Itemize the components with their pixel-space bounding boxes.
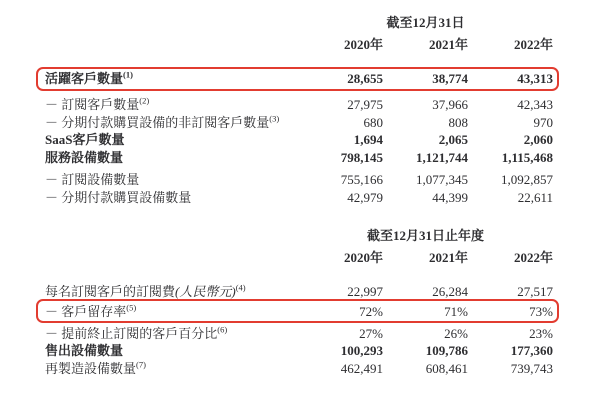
row-installment-non-subscription-customers xyxy=(45,114,553,132)
value-2021: 38,774 xyxy=(432,71,468,86)
year-header-2020: 2020年 xyxy=(343,250,383,265)
value-2020: 680 xyxy=(363,114,383,130)
label-text: － 提前終止訂閱的客戶百分比 xyxy=(45,325,218,341)
value-2022: 177,360 xyxy=(510,343,553,358)
value-2021: 44,399 xyxy=(432,189,468,205)
row-label xyxy=(45,96,298,114)
year-header-2022: 2022年 xyxy=(513,37,553,52)
table2-period-row xyxy=(45,227,553,245)
subscription-metrics-table xyxy=(45,227,553,377)
row-label xyxy=(45,131,298,149)
footnote-marker: (6) xyxy=(217,324,228,335)
row-installment-purchase-equipment xyxy=(45,189,553,207)
label-text: － 客戶留存率 xyxy=(45,303,127,319)
value-2021: 109,786 xyxy=(425,343,468,358)
value-2022: 42,343 xyxy=(517,97,553,112)
label-text-italic: (人民幣元) xyxy=(175,284,236,299)
row-label xyxy=(45,325,298,343)
table1-year-header-row xyxy=(45,36,553,54)
row-label xyxy=(45,303,298,321)
value-2022: 43,313 xyxy=(517,71,553,86)
footnote-marker: (3) xyxy=(269,113,280,124)
row-label xyxy=(45,342,298,360)
value-2020: 27% xyxy=(359,325,383,341)
label-text: 每名訂閱客戶的訂閱費 xyxy=(45,284,176,299)
value-2020: 27,975 xyxy=(347,97,383,112)
value-2020: 72% xyxy=(359,303,383,319)
row-subscription-fee-per-customer xyxy=(45,283,553,301)
footnote-marker: (7) xyxy=(136,359,146,370)
value-2022: 2,060 xyxy=(523,132,553,147)
value-2020: 755,166 xyxy=(340,172,383,187)
label-text: － 訂閱設備數量 xyxy=(45,172,140,187)
label-text: － 分期付款購買設備的非訂閱客戶數量 xyxy=(45,114,270,130)
row-label xyxy=(45,149,298,167)
row-subscription-customers xyxy=(45,96,553,114)
row-equipment-sold xyxy=(45,342,553,360)
value-2022: 1,092,857 xyxy=(501,172,553,187)
value-2021: 1,121,744 xyxy=(416,149,468,165)
value-2021: 71% xyxy=(444,303,468,319)
value-2021: 608,461 xyxy=(425,360,468,376)
value-2021: 37,966 xyxy=(432,97,468,112)
row-customer-retention-rate xyxy=(45,303,553,321)
value-2022: 739,743 xyxy=(510,360,553,376)
value-2021: 2,065 xyxy=(438,132,468,147)
label-text: 活躍客戶數量 xyxy=(45,71,124,86)
row-subscription-equipment xyxy=(45,171,553,189)
value-2022: 1,115,468 xyxy=(501,149,553,165)
customer-metrics-table xyxy=(45,14,553,206)
value-2020: 42,979 xyxy=(347,189,383,205)
footnote-marker: (5) xyxy=(126,302,137,313)
row-early-termination-percentage xyxy=(45,325,553,343)
year-header-2020: 2020年 xyxy=(343,37,383,52)
year-header-2022: 2022年 xyxy=(513,250,553,265)
row-service-equipment xyxy=(45,149,553,167)
row-label xyxy=(45,171,298,189)
year-header-2021: 2021年 xyxy=(428,37,468,52)
label-text: － 分期付款購買設備數量 xyxy=(45,189,192,205)
label-text: 服務設備數量 xyxy=(45,149,124,165)
label-text: 售出設備數量 xyxy=(45,343,124,358)
period-header-year-ended-dec31: 截至12月31日止年度 xyxy=(366,228,484,243)
footnote-marker: (4) xyxy=(235,282,246,293)
label-text: 再製造設備數量 xyxy=(45,360,137,376)
row-remanufactured-equipment xyxy=(45,360,553,378)
value-2020: 22,997 xyxy=(347,284,383,299)
table2-year-header-row xyxy=(45,249,553,267)
footnote-marker: (2) xyxy=(139,95,150,106)
value-2022: 73% xyxy=(529,303,553,319)
value-2021: 26,284 xyxy=(432,284,468,299)
value-2022: 970 xyxy=(533,114,553,130)
value-2022: 23% xyxy=(529,325,553,341)
row-label xyxy=(45,283,298,301)
footnote-marker: (1) xyxy=(123,69,133,80)
row-label xyxy=(45,114,298,132)
row-label xyxy=(45,360,298,378)
value-2020: 1,694 xyxy=(353,132,383,147)
row-active-customers xyxy=(45,70,553,88)
value-2022: 27,517 xyxy=(517,284,553,299)
label-text: SaaS客戶數量 xyxy=(45,132,125,147)
value-2020: 798,145 xyxy=(340,149,383,165)
value-2020: 28,655 xyxy=(347,71,383,86)
value-2020: 100,293 xyxy=(340,343,383,358)
row-label xyxy=(45,189,298,207)
value-2021: 1,077,345 xyxy=(416,172,468,187)
table1-period-row xyxy=(45,14,553,32)
row-label xyxy=(45,70,298,88)
value-2021: 808 xyxy=(448,114,468,130)
value-2021: 26% xyxy=(444,325,468,341)
period-header-as-of-dec31: 截至12月31日 xyxy=(386,15,465,30)
value-2020: 462,491 xyxy=(340,360,383,376)
value-2022: 22,611 xyxy=(517,189,553,205)
label-text: － 訂閱客戶數量 xyxy=(45,97,140,112)
row-saas-customers xyxy=(45,131,553,149)
year-header-2021: 2021年 xyxy=(428,250,468,265)
